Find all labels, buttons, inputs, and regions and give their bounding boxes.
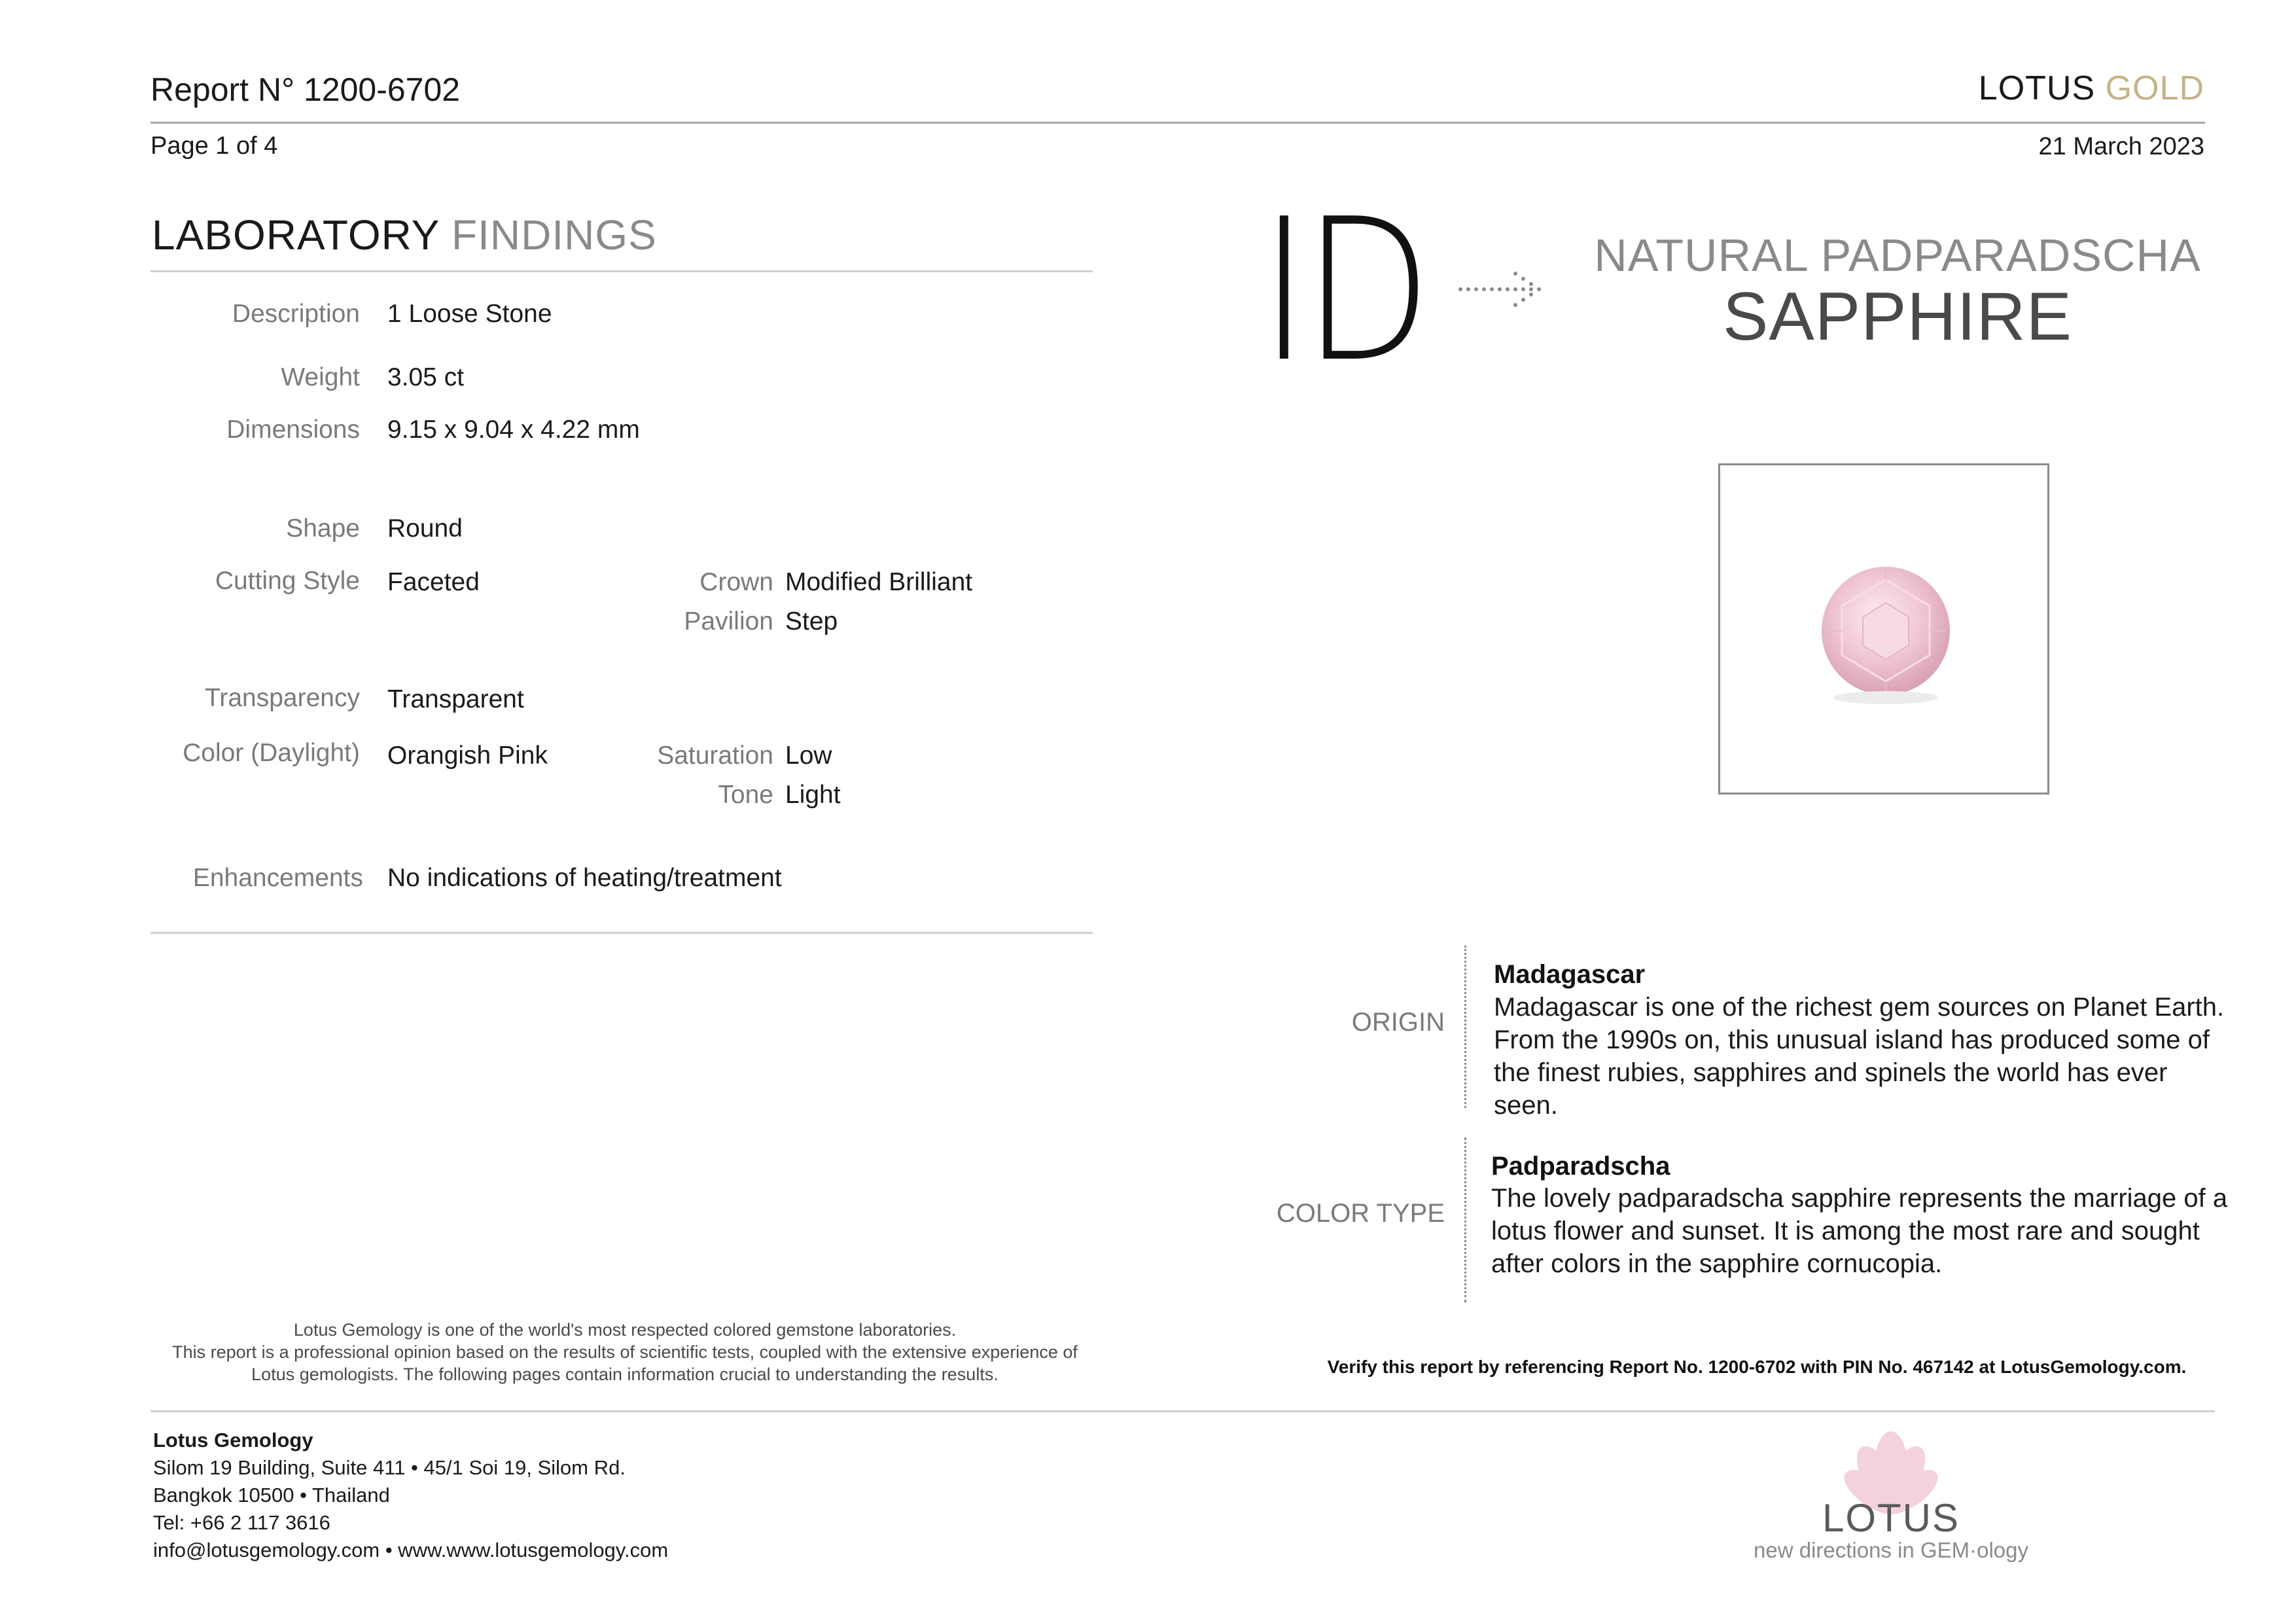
color-type-text: The lovely padparadscha sapphire represents the marriage of a lotus flower and sunset. It is among the most rare and sought after colors in the sapphire cornucopia. bbox=[1491, 1184, 2228, 1278]
findings-title-bold: LABORATORY bbox=[152, 211, 440, 259]
value-saturation: Low bbox=[785, 741, 832, 770]
footer-divider bbox=[150, 1410, 2215, 1412]
label-saturation: Saturation bbox=[657, 741, 773, 770]
report-date: 21 March 2023 bbox=[2038, 133, 2204, 160]
address-line: Bangkok 10500 • Thailand bbox=[153, 1484, 390, 1507]
disclaimer bbox=[150, 1319, 1099, 1385]
logo-tagline: new directions in GEM·ology bbox=[1753, 1538, 2028, 1562]
species-name: SAPPHIRE bbox=[1723, 279, 2072, 355]
report-number: Report N° 1200-6702 bbox=[150, 71, 461, 108]
gem-photo bbox=[1720, 465, 2047, 793]
page-number: Page 1 of 4 bbox=[150, 132, 278, 160]
label-color-daylight: Color (Daylight) bbox=[183, 739, 360, 767]
color-type-title: Padparadscha bbox=[1491, 1152, 1670, 1181]
label-transparency: Transparency bbox=[205, 684, 360, 712]
brand-accent: GOLD bbox=[2105, 69, 2204, 107]
findings-title bbox=[152, 211, 657, 259]
label-description: Description bbox=[232, 300, 360, 328]
origin-divider bbox=[1464, 946, 1466, 1108]
label-shape: Shape bbox=[286, 514, 360, 543]
gem-photo-frame bbox=[1718, 463, 2049, 794]
label-dimensions: Dimensions bbox=[226, 416, 360, 444]
origin-text: Madagascar is one of the richest gem sources on Planet Earth. From the 1990s on, this unusual island has produced some of the finest rubies, sapphires and spinels the world has ever seen. bbox=[1494, 993, 2225, 1120]
brand-main: LOTUS bbox=[1978, 69, 2096, 107]
disclaimer-line: Lotus Gemology is one of the world's most respected colored gemstone laboratories. bbox=[293, 1320, 957, 1340]
label-pavilion: Pavilion bbox=[684, 607, 773, 635]
label-enhancements: Enhancements bbox=[192, 864, 363, 892]
label-tone: Tone bbox=[718, 781, 773, 809]
verify-note: Verify this report by referencing Report No. 1200-6702 with PIN No. 467142 at LotusGemology.com. bbox=[1327, 1357, 2187, 1377]
lab-address bbox=[153, 1427, 668, 1564]
value-dimensions: 9.15 x 9.04 x 4.22 mm bbox=[387, 416, 640, 444]
color-type-divider bbox=[1464, 1137, 1466, 1302]
brand-title bbox=[1979, 69, 2204, 108]
species-variety: NATURAL PADPARADSCHA bbox=[1594, 230, 2201, 281]
value-color-daylight: Orangish Pink bbox=[387, 741, 548, 770]
value-description: 1 Loose Stone bbox=[387, 300, 552, 328]
value-shape: Round bbox=[387, 514, 463, 543]
lab-name: Lotus Gemology bbox=[153, 1429, 313, 1452]
value-tone: Light bbox=[785, 781, 841, 809]
contact-line: info@lotusgemology.com • www.www.lotusgemology.com bbox=[153, 1539, 669, 1561]
findings-bottom-divider bbox=[150, 932, 1093, 934]
value-transparency: Transparent bbox=[387, 685, 524, 713]
header-divider bbox=[150, 122, 2205, 124]
color-type-label: COLOR TYPE bbox=[1276, 1199, 1445, 1228]
value-pavilion: Step bbox=[785, 607, 838, 635]
label-cutting-style: Cutting Style bbox=[215, 567, 360, 595]
value-enhancements: No indications of heating/treatment bbox=[387, 864, 782, 892]
findings-title-light: FINDINGS bbox=[451, 211, 657, 259]
disclaimer-line: This report is a professional opinion based on the results of scientific tests, coupled with the extensive experience of bbox=[172, 1342, 1078, 1362]
logo-wordmark: LOTUS bbox=[1822, 1496, 1960, 1540]
address-line: Silom 19 Building, Suite 411 • 45/1 Soi 19, Silom Rd. bbox=[153, 1456, 626, 1479]
value-crown: Modified Brilliant bbox=[785, 568, 973, 596]
phone-line: Tel: +66 2 117 3616 bbox=[153, 1511, 330, 1534]
disclaimer-line: Lotus gemologists. The following pages contain information crucial to understanding the results. bbox=[251, 1364, 998, 1384]
findings-top-divider bbox=[150, 270, 1093, 272]
origin-label: ORIGIN bbox=[1351, 1008, 1445, 1037]
origin-title: Madagascar bbox=[1494, 960, 1646, 989]
label-crown: Crown bbox=[699, 568, 773, 596]
id-mark: ID bbox=[1260, 177, 1426, 405]
value-cutting-style: Faceted bbox=[387, 568, 480, 596]
value-weight: 3.05 ct bbox=[387, 363, 465, 391]
label-weight: Weight bbox=[281, 363, 360, 391]
dotted-arrow-icon bbox=[1458, 270, 1543, 309]
